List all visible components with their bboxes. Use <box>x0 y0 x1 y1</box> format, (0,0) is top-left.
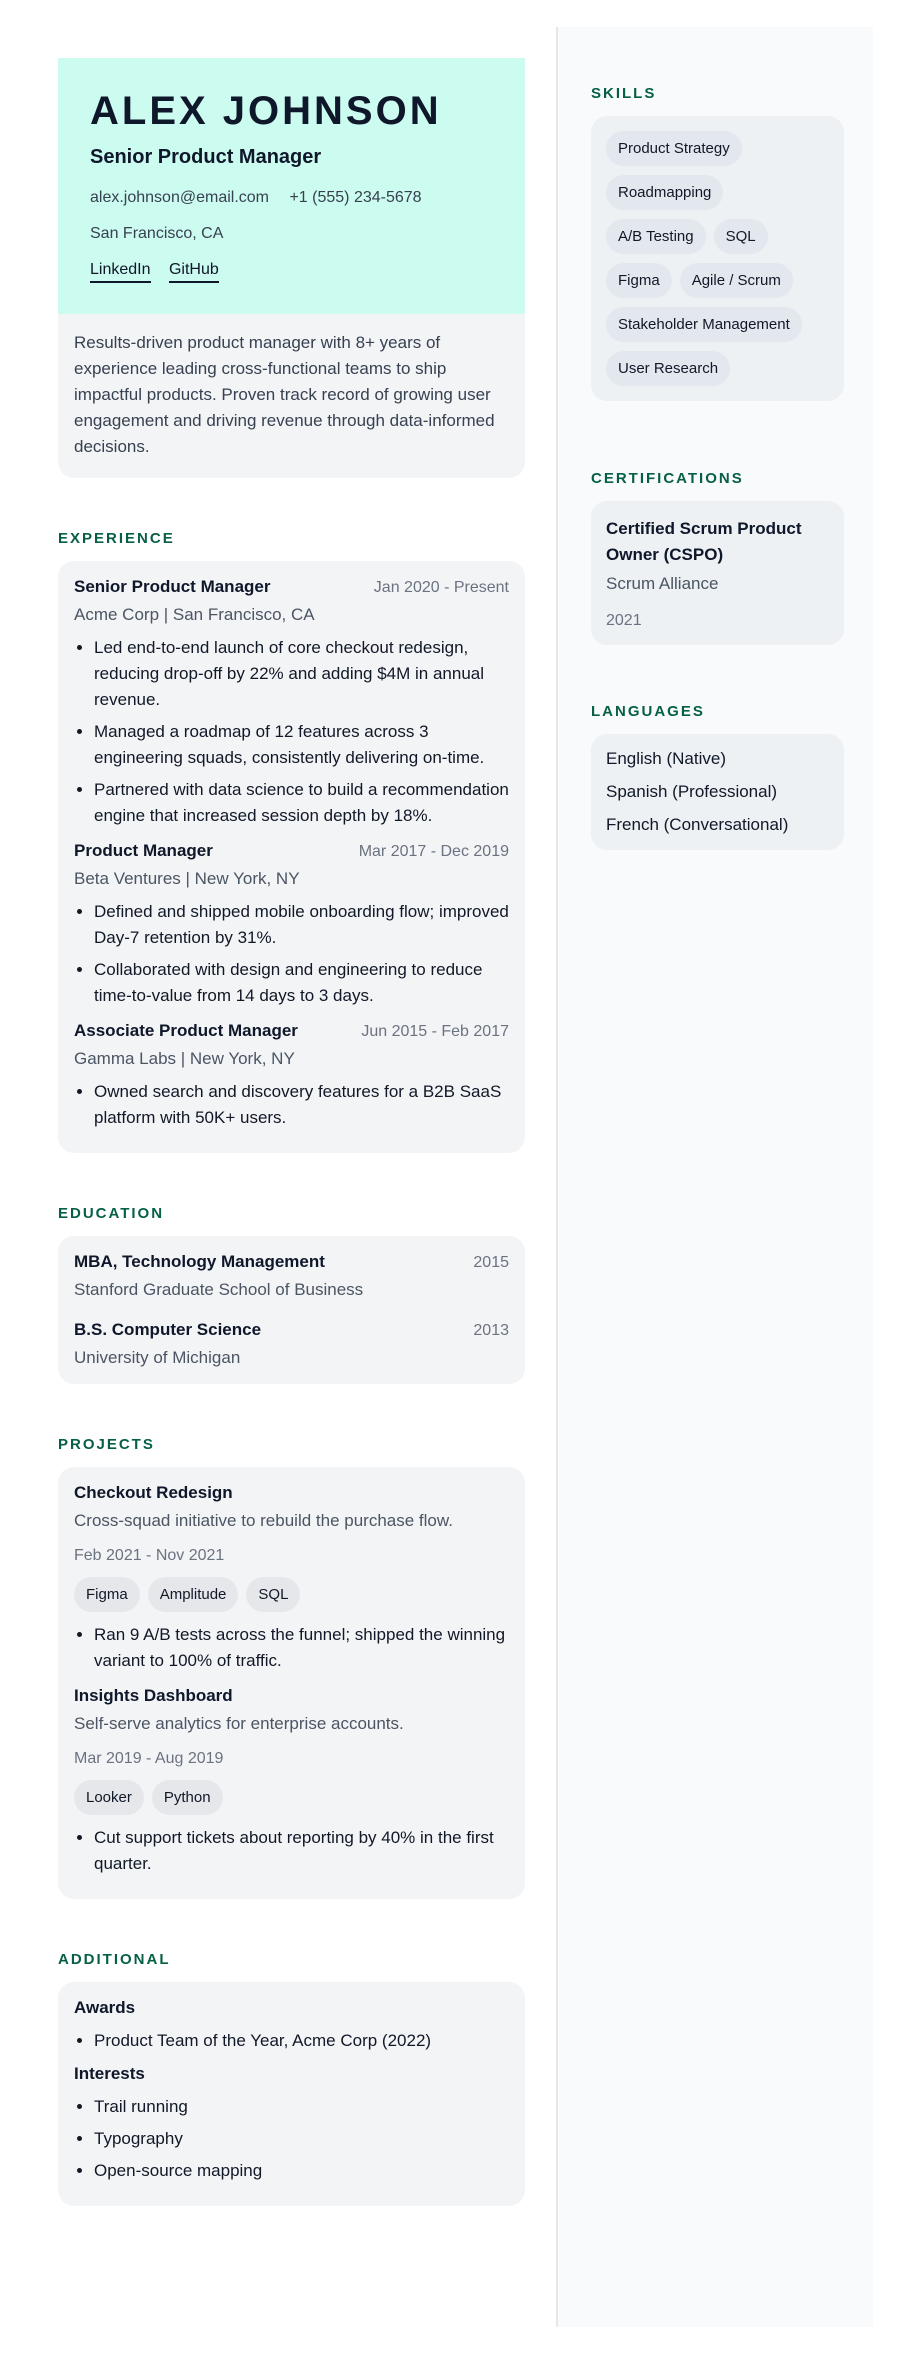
awards-list <box>74 2028 509 2054</box>
skill-tag: User Research <box>606 351 730 386</box>
experience-heading: EXPERIENCE <box>58 530 175 547</box>
skill-tags <box>606 131 829 386</box>
project-entry <box>74 1686 509 1877</box>
skill-tag: Figma <box>606 263 672 298</box>
tool-tag: Looker <box>74 1780 144 1815</box>
main-column <box>58 58 525 2206</box>
location-text: San Francisco, CA <box>90 225 224 242</box>
degree-title: B.S. Computer Science <box>74 1320 262 1339</box>
job-title: Product Manager <box>74 841 213 860</box>
tool-tag: Python <box>152 1780 223 1815</box>
job-dates: Jun 2015 - Feb 2017 <box>361 1023 509 1040</box>
project-entry <box>74 1483 509 1674</box>
school-name: Stanford Graduate School of Business <box>74 1280 364 1299</box>
email-text[interactable]: alex.johnson@email.com <box>90 189 269 206</box>
degree-title: MBA, Technology Management <box>74 1252 325 1271</box>
job-dates: Mar 2017 - Dec 2019 <box>358 843 509 860</box>
experience-card <box>58 561 525 1153</box>
job-dates: Jan 2020 - Present <box>373 579 509 596</box>
project-tags <box>74 1577 509 1612</box>
education-entry <box>74 1252 509 1300</box>
interest-item: • Typography <box>94 2126 509 2152</box>
profile-links <box>90 261 493 283</box>
languages-section <box>591 703 844 850</box>
skill-tag: SQL <box>714 219 768 254</box>
job-title: Senior Product Manager <box>74 577 271 596</box>
additional-card <box>58 1982 525 2206</box>
job-company: Acme Corp | San Francisco, CA <box>74 605 315 624</box>
project-name: Checkout Redesign <box>74 1483 233 1502</box>
project-tags <box>74 1780 509 1815</box>
project-dates: Mar 2019 - Aug 2019 <box>74 1750 224 1767</box>
skill-tag: Agile / Scrum <box>680 263 793 298</box>
education-entry <box>74 1320 509 1368</box>
bullet-item: • Cut support tickets about reporting by 40% in the first quarter. <box>94 1825 509 1877</box>
github-link[interactable]: GitHub <box>169 261 219 283</box>
additional-heading: ADDITIONAL <box>58 1951 171 1968</box>
interests-list <box>74 2094 509 2184</box>
phone-text[interactable]: +1 (555) 234-5678 <box>289 189 422 206</box>
skills-card <box>591 116 844 401</box>
job-bullets <box>74 899 509 1009</box>
certifications-section <box>591 470 844 645</box>
degree-year: 2015 <box>473 1254 509 1271</box>
job-company: Gamma Labs | New York, NY <box>74 1049 295 1068</box>
tool-tag: Amplitude <box>148 1577 239 1612</box>
experience-entry <box>74 577 509 829</box>
linkedin-link[interactable]: LinkedIn <box>90 261 151 283</box>
languages-heading: LANGUAGES <box>591 703 705 720</box>
bullet-item: • Managed a roadmap of 12 features across 3 engineering squads, consistently delivering on-time. <box>94 719 509 771</box>
language-item: French (Conversational) <box>606 815 789 834</box>
job-bullets <box>74 635 509 829</box>
bullet-item: • Collaborated with design and engineering to reduce time-to-value from 14 days to 3 days. <box>94 957 509 1009</box>
skill-tag: Roadmapping <box>606 175 723 210</box>
tool-tag: Figma <box>74 1577 140 1612</box>
projects-card <box>58 1467 525 1899</box>
project-bullets <box>74 1825 509 1877</box>
skill-tag: A/B Testing <box>606 219 706 254</box>
projects-heading: PROJECTS <box>58 1436 155 1453</box>
project-bullets <box>74 1622 509 1674</box>
languages-card <box>591 734 844 850</box>
project-name: Insights Dashboard <box>74 1686 233 1705</box>
interest-item: • Open-source mapping <box>94 2158 509 2184</box>
contact-row <box>90 189 493 207</box>
cert-year: 2021 <box>606 612 642 629</box>
bullet-item: • Ran 9 A/B tests across the funnel; shipped the winning variant to 100% of traffic. <box>94 1622 509 1674</box>
candidate-name: ALEX JOHNSON <box>90 89 442 133</box>
project-description: Self-serve analytics for enterprise accounts. <box>74 1714 404 1733</box>
job-title: Associate Product Manager <box>74 1021 298 1040</box>
job-bullets <box>74 1079 509 1131</box>
skill-tag: Stakeholder Management <box>606 307 802 342</box>
degree-year: 2013 <box>473 1322 509 1339</box>
cert-name: Certified Scrum Product Owner (CSPO) <box>606 519 802 564</box>
certifications-heading: CERTIFICATIONS <box>591 470 744 487</box>
skills-section <box>591 85 844 401</box>
bullet-item: • Defined and shipped mobile onboarding flow; improved Day-7 retention by 31%. <box>94 899 509 951</box>
interest-item: • Trail running <box>94 2094 509 2120</box>
bullet-item: • Partnered with data science to build a recommendation engine that increased session depth by 18%. <box>94 777 509 829</box>
job-company: Beta Ventures | New York, NY <box>74 869 300 888</box>
award-item: • Product Team of the Year, Acme Corp (2022) <box>94 2028 509 2054</box>
resume-header <box>58 58 525 314</box>
skills-heading: SKILLS <box>591 85 657 102</box>
experience-entry <box>74 841 509 1009</box>
bullet-item: • Led end-to-end launch of core checkout redesign, reducing drop-off by 22% and adding $4M in annual revenue. <box>94 635 509 713</box>
language-item: Spanish (Professional) <box>606 782 778 801</box>
school-name: University of Michigan <box>74 1348 241 1367</box>
cert-org: Scrum Alliance <box>606 574 719 593</box>
project-description: Cross-squad initiative to rebuild the purchase flow. <box>74 1511 453 1530</box>
awards-label: Awards <box>74 1998 136 2017</box>
certification-card <box>591 501 844 645</box>
project-dates: Feb 2021 - Nov 2021 <box>74 1547 225 1564</box>
experience-entry <box>74 1021 509 1131</box>
skill-tag: Product Strategy <box>606 131 742 166</box>
interests-label: Interests <box>74 2064 145 2083</box>
language-item: English (Native) <box>606 749 726 768</box>
tool-tag: SQL <box>246 1577 300 1612</box>
education-card <box>58 1236 525 1384</box>
sidebar-column <box>556 27 873 2327</box>
candidate-role: Senior Product Manager <box>90 146 322 168</box>
bullet-item: • Owned search and discovery features for a B2B SaaS platform with 50K+ users. <box>94 1079 509 1131</box>
summary-text: Results-driven product manager with 8+ years of experience leading cross-functional teams to ship impactful products. Proven track record of growing user engagement and driving revenue through data-informed decisions. <box>58 314 525 478</box>
education-heading: EDUCATION <box>58 1205 165 1222</box>
